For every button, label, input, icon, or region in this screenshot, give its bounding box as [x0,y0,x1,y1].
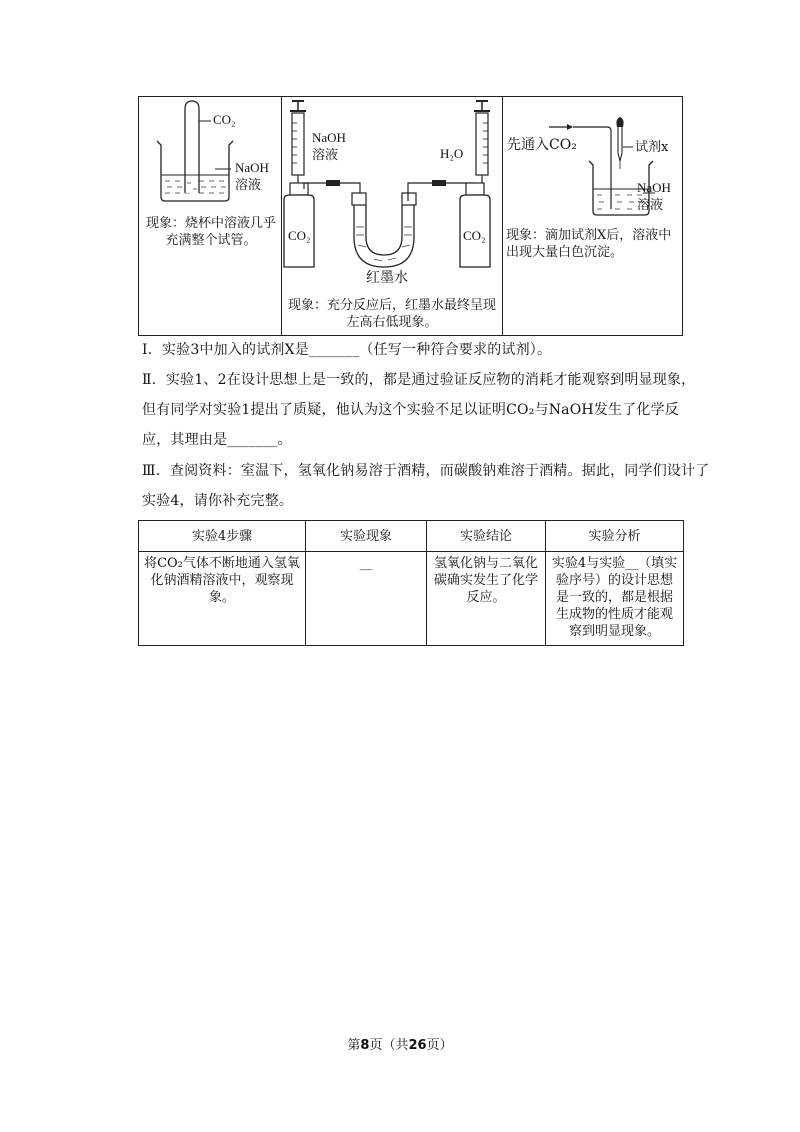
page-footer [0,1034,800,1053]
exp2-naoh-label: NaOH [312,130,346,145]
cell-conclusion: 氢氧化钠与二氧化碳确实发生了化学反应。 [427,552,546,646]
header-analysis: 实验分析 [546,521,684,552]
exp2-h2o-label: H₂O [440,146,464,161]
question-3-line-2: 实验4，请你补充完整。 [142,493,294,509]
exp2-co2-right-label: CO₂ [463,228,486,243]
experiment-2-diagram [282,97,502,277]
exp1-co2-label: CO₂ [213,112,236,127]
exp1-naoh-label: NaOH [235,160,269,175]
question-2-line-2: 但有同学对实验1提出了质疑，他认为这个实验不足以证明CO₂与NaOH发生了化学反 [142,402,679,418]
cell-phenomenon-blank: __ [306,552,427,646]
exp2-ink-label: 红墨水 [366,270,408,286]
exp3-naoh-label: NaOH [637,180,671,195]
cell-step: 将CO₂气体不断地通入氢氧化钠酒精溶液中，观察现象。 [139,552,306,646]
footer-page-number: 8 [360,1038,370,1053]
footer-prefix: 第 [347,1038,361,1053]
exp1-phenomenon: 现象：烧杯中溶液几乎充满整个试管。 [145,216,276,248]
header-phenomenon: 实验现象 [306,521,427,552]
footer-suffix: 页） [426,1038,453,1053]
header-conclusion: 实验结论 [427,521,546,552]
question-1: Ⅰ．实验3中加入的试剂X是_______（任写一种符合要求的试剂）。 [142,342,552,358]
table-header-row [139,521,684,552]
exp2-co2-left-label: CO₂ [288,228,311,243]
exp3-first-co2-label: 先通入CO₂ [507,137,577,153]
experiment-3-cell [503,97,683,337]
footer-total-pages: 26 [408,1038,427,1053]
question-2-line-1: Ⅱ．实验1、2在设计思想上是一致的，都是通过验证反应物的消耗才能观察到明显现象， [142,372,696,388]
experiment-1-cell [139,97,281,337]
experiment-1-diagram [139,97,281,212]
experiment-4-table [138,520,684,646]
header-step: 实验4步骤 [139,521,306,552]
cell-analysis: 实验4与实验__（填实验序号）的设计思想是一致的，都是根据生成物的性质才能观察到明显现象。 [546,552,684,646]
experiment-figure-table [138,96,683,336]
table-row [139,552,684,646]
exp3-solution-label: 溶液 [637,198,664,213]
exp1-solution-label: 溶液 [235,178,262,193]
exp2-solution-label: 溶液 [312,148,339,163]
footer-mid: 页（共 [369,1038,409,1053]
question-2-line-3: 应，其理由是_______。 [142,432,292,448]
question-3-line-1: Ⅲ．查阅资料：室温下，氢氧化钠易溶于酒精，而碳酸钠难溶于酒精。据此，同学们设计了 [142,463,710,479]
exp3-reagent-label: 试剂x [635,140,669,155]
exp3-phenomenon: 现象：滴加试剂X后，溶液中出现大量白色沉淀。 [506,228,672,260]
experiment-2-cell [282,97,502,337]
exp2-phenomenon: 现象：充分反应后，红墨水最终呈现左高右低现象。 [287,298,496,330]
